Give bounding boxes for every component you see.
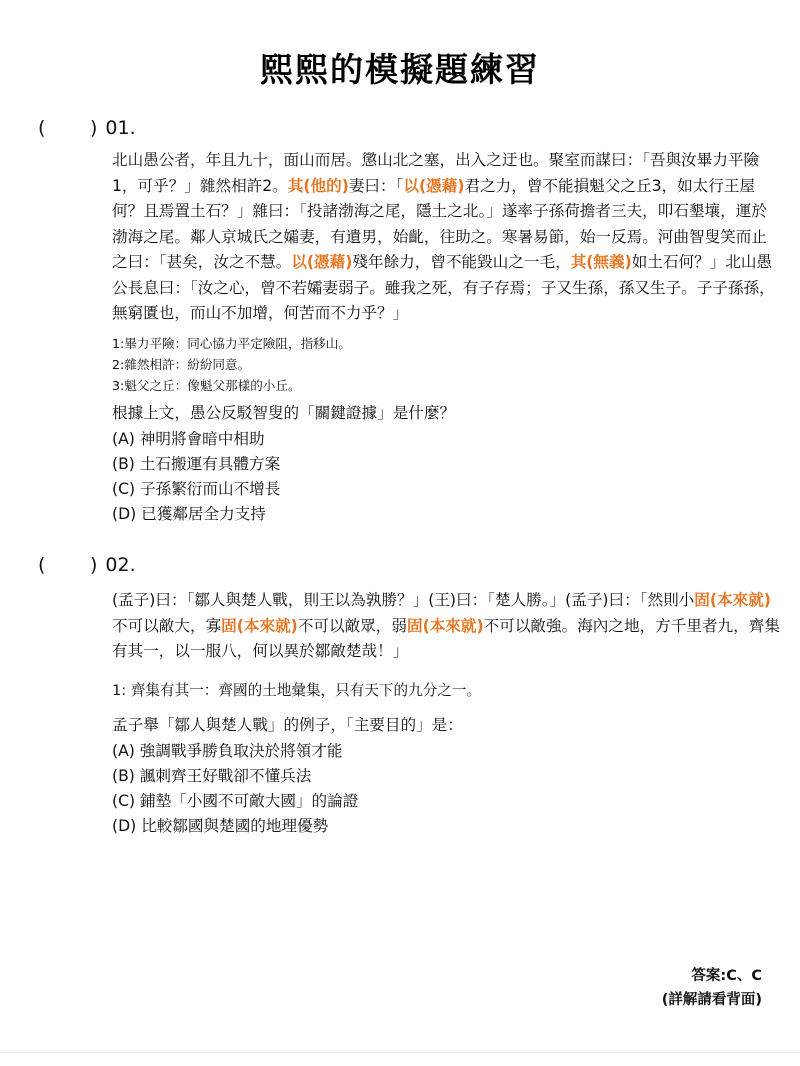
answer-blank-close-paren: ) [90, 117, 98, 139]
passage-segment: 不可以敵強。海內之地，方千里者九，齊集有其一，以一服八，何以異於鄒敵楚哉！」 [112, 616, 780, 660]
footnote: 2:雜然相許：紛紛同意。 [112, 356, 251, 372]
highlighted-gloss: 固(本來就) [221, 616, 298, 635]
answer-blank-open-paren: ( [38, 554, 46, 576]
highlighted-gloss: 以(憑藉) [403, 176, 465, 195]
answer-blank-open-paren: ( [38, 117, 46, 139]
passage-segment: 妻曰：「 [348, 176, 404, 195]
highlighted-gloss: 固(本來就) [406, 616, 484, 635]
option-a: (A) 神明將會暗中相助 [112, 429, 265, 448]
question-1-body [112, 148, 782, 527]
question-number: 02. [105, 554, 136, 576]
option-c: (C) 鋪墊「小國不可敵大國」的論證 [112, 791, 359, 810]
question-number: 01. [105, 117, 136, 139]
option-c: (C) 子孫繁衍而山不增長 [112, 479, 281, 498]
option-d: (D) 比較鄒國與楚國的地理優勢 [112, 816, 329, 835]
passage-segment: 君之力，曾不能損魁父之丘3，如太行王屋何？且焉置土石？」雜曰：「投諸渤海之尾，隱土之北。」遂率子孫荷擔者三夫，叩石墾壤，運於渤海之尾。鄰人京城氏之孀妻，有遺男，始齔，往助之。寒暑易節，始一反焉。河曲智叟笑而止之曰：「甚矣，汝之不慧。 [112, 176, 767, 271]
option-list [112, 427, 782, 527]
highlighted-gloss: 固(本來就) [694, 591, 771, 609]
answer-text: 答案:C、C [691, 968, 762, 984]
highlighted-gloss: 其(他的) [287, 176, 349, 195]
footnote: 3:魁父之丘：像魁父那樣的小丘。 [112, 377, 301, 393]
answer-key [662, 964, 762, 1012]
passage-text [112, 148, 782, 327]
question-2-body [112, 588, 782, 839]
passage-segment: 不可以敵大，寡 [112, 616, 222, 635]
answer-note: (詳解請看背面) [661, 992, 762, 1008]
page-bottom-divider [0, 1052, 800, 1053]
option-d: (D) 已獲鄰居全力支持 [112, 504, 266, 523]
passage-segment: 如土石何？」北山愚公長息曰：「汝之心，曾不若孀妻弱子。雖我之死，有子存焉；子又生孫，孫又生子。子子孫孫，無窮匱也，而山不加增，何苦而不力乎？」 [112, 253, 775, 322]
footnote: 1: 齊集有其一：齊國的土地彙集，只有天下的九分之一。 [112, 681, 482, 699]
highlighted-gloss: 其(無義) [570, 253, 632, 271]
passage-text [112, 588, 782, 665]
question-prompt: 孟子舉「鄒人與楚人戰」的例子，「主要目的」是： [112, 715, 463, 734]
option-list [112, 739, 782, 839]
passage-segment: 不可以敵眾，弱 [297, 616, 407, 635]
page-title: 熙熙的模擬題練習 [260, 50, 540, 89]
option-b: (B) 諷刺齊王好戰卻不懂兵法 [112, 766, 312, 785]
footnotes [112, 333, 782, 396]
option-b: (B) 土石搬運有具體方案 [112, 454, 281, 473]
footnote: 1:畢力平險：同心協力平定險阻，指移山。 [112, 335, 351, 351]
option-a: (A) 強調戰爭勝負取決於將領才能 [112, 741, 343, 760]
highlighted-gloss: 以(憑藉) [291, 253, 353, 271]
passage-segment: 北山愚公者，年且九十，面山而居。懲山北之塞，出入之迂也。聚室而謀曰：「吾與汝畢力平險1，可乎？」雜然相許2。 [112, 151, 760, 195]
answer-blank-close-paren: ) [90, 554, 98, 576]
passage-segment: 殘年餘力，曾不能毀山之一毛， [352, 253, 571, 271]
passage-segment: (孟子)曰：「鄒人與楚人戰，則王以為孰勝？」(王)曰：「楚人勝。」(孟子)曰：「然則小 [112, 591, 695, 609]
question-prompt: 根據上文，愚公反駁智叟的「關鍵證據」是什麼？ [112, 403, 456, 422]
